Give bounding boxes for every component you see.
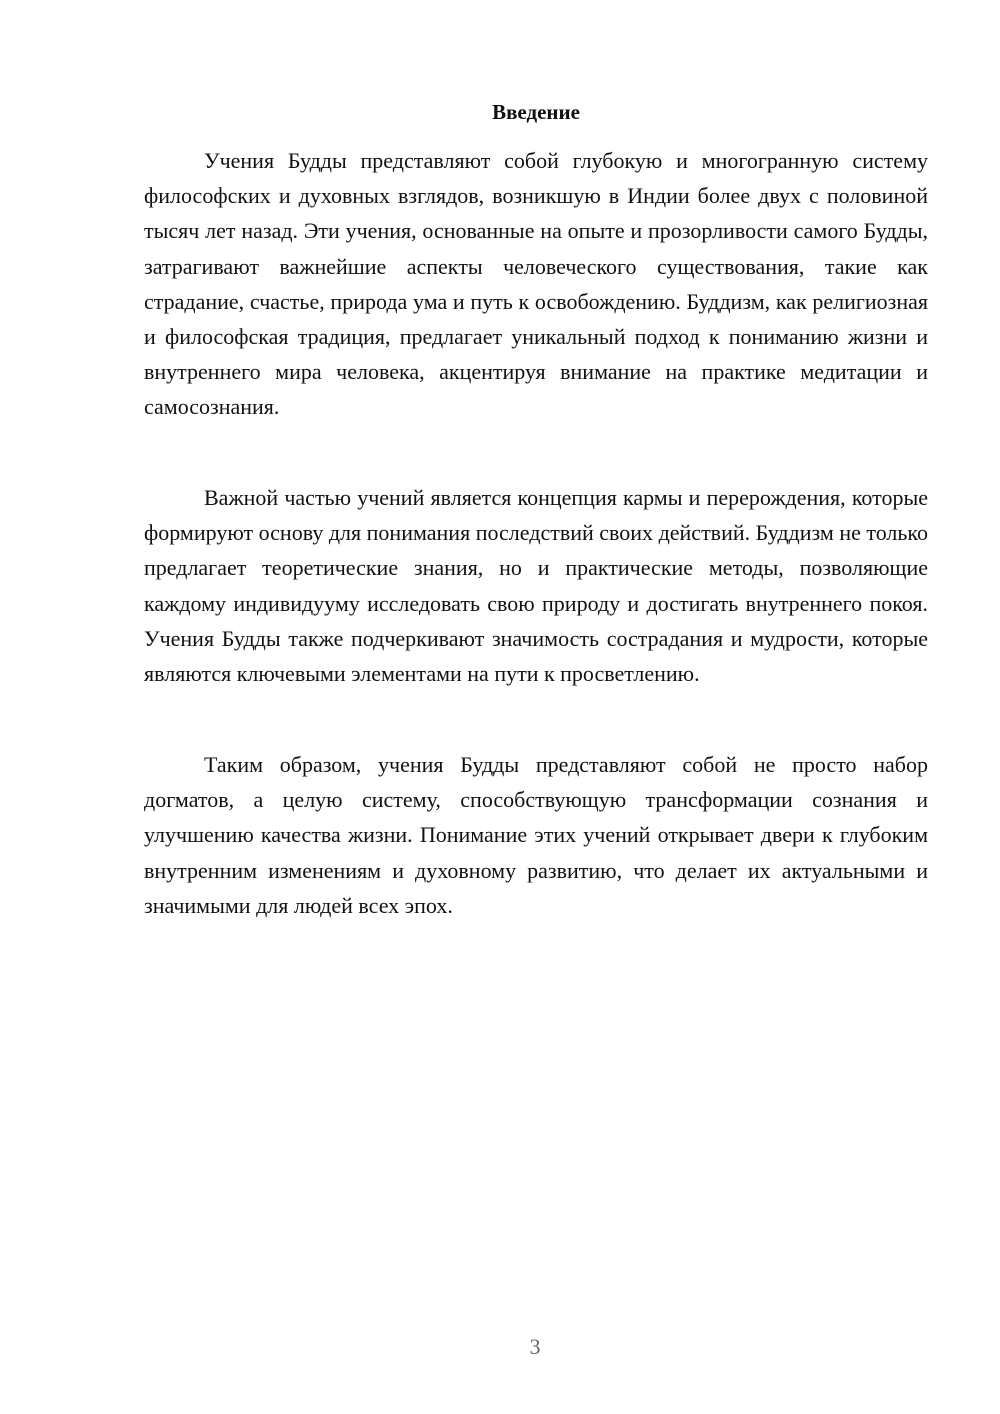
page-number: 3 bbox=[529, 1334, 541, 1359]
paragraph-3: Таким образом, учения Будды представляют собой не просто набор догматов, а целую систему, способствующую трансформации сознания и улучшению качества жизни. Понимание этих учений открывает двери к глубоким внутренним изменениям и духовному развитию, что делает их актуальными и значимыми для людей всех эпох. bbox=[144, 752, 928, 918]
paragraph-3-container bbox=[144, 747, 928, 923]
paragraph-1: Учения Будды представляют собой глубокую и многогранную систему философских и духовных взглядов, возникшую в Индии более двух с половиной тысяч лет назад. Эти учения, основанные на опыте и прозорливости самого Будды, затрагивают важнейшие аспекты человеческого существования, такие как страдание, счастье, природа ума и путь к освобождению. Буддизм, как религиозная и философская традиция, предлагает уникальный подход к пониманию жизни и внутреннего мира человека, акцентируя внимание на практике медитации и самосознания. bbox=[144, 148, 928, 420]
paragraph-1-container bbox=[144, 143, 928, 425]
paragraph-2: Важной частью учений является концепция кармы и перерождения, которые формируют основу для понимания последствий своих действий. Буддизм не только предлагает теоретические знания, но и практические методы, позволяющие каждому индивидууму исследовать свою природу и достигать внутреннего покоя. Учения Будды также подчеркивают значимость сострадания и мудрости, которые являются ключевыми элементами на пути к просветлению. bbox=[144, 485, 928, 687]
paragraph-2-container bbox=[144, 480, 928, 691]
section-heading: Введение bbox=[492, 100, 580, 124]
